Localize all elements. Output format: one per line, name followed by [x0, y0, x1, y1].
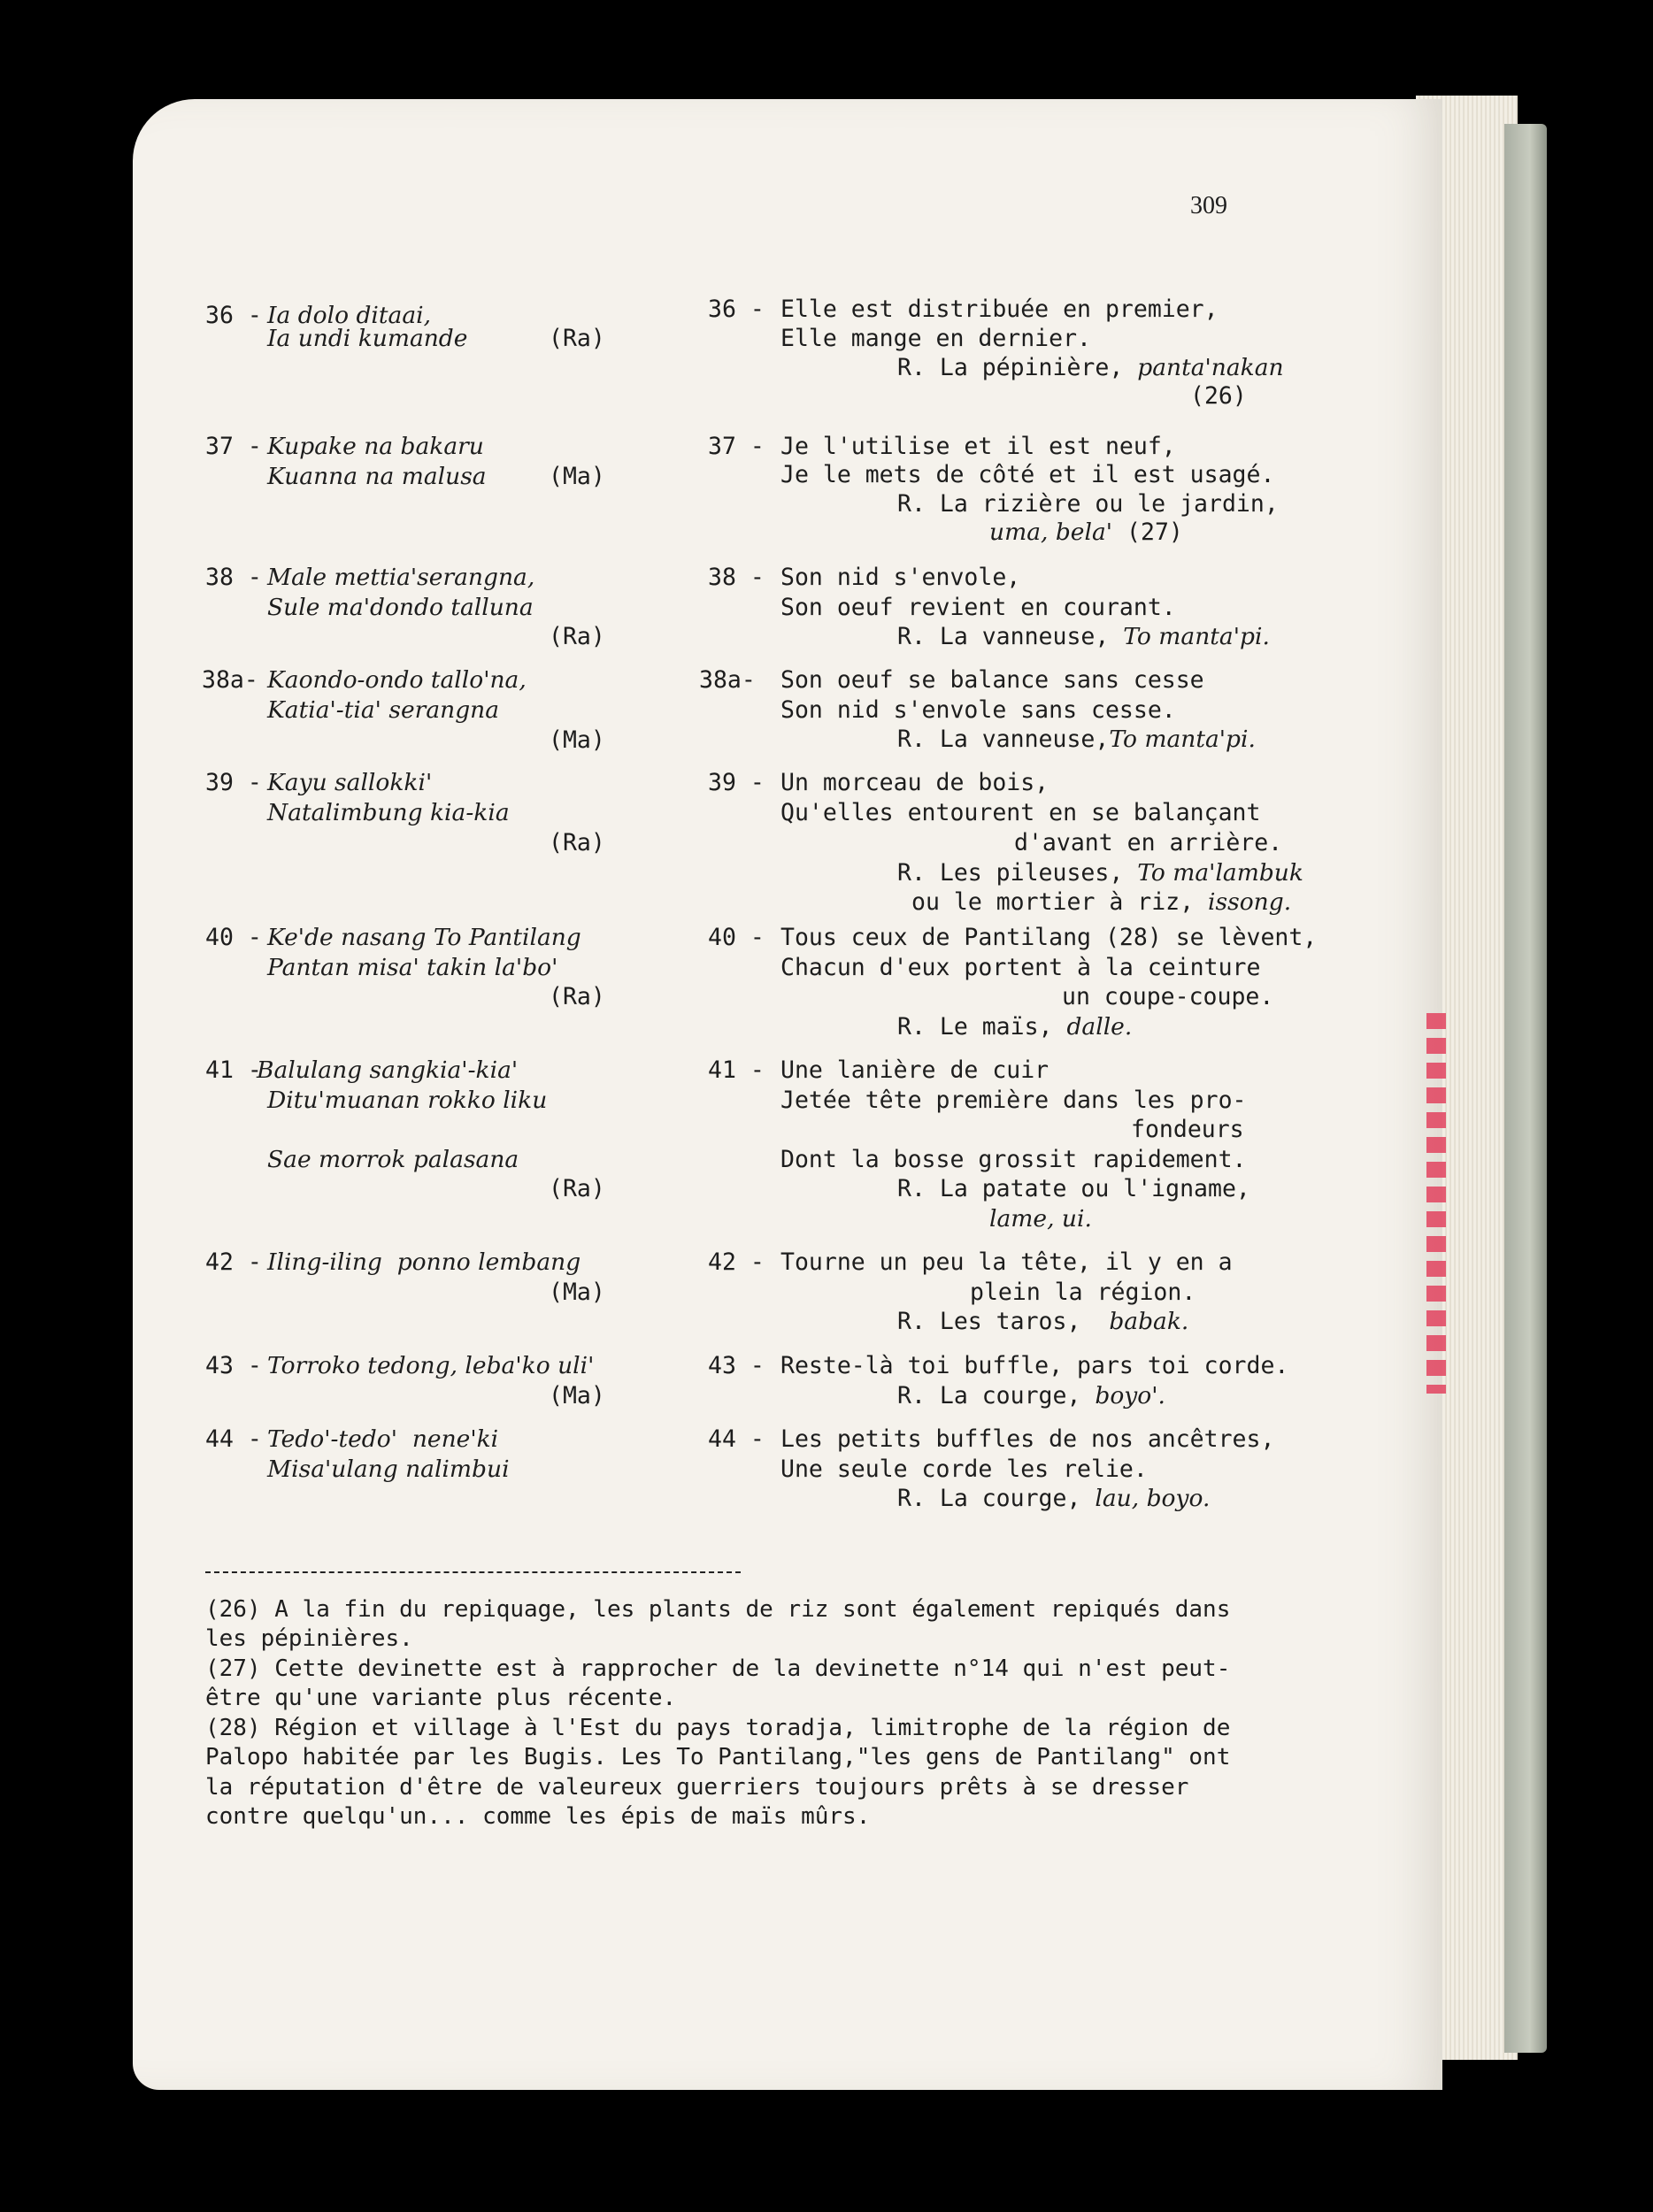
riddle-number: 36 -	[205, 302, 262, 329]
footnote-ref: (26)	[1190, 382, 1247, 410]
answer-term: To manta'pi.	[1123, 623, 1270, 650]
answer-term: To manta'pi.	[1109, 726, 1256, 753]
toraja-line: Torroko tedong, leba'ko uli'	[267, 1352, 595, 1379]
riddle-number-fr: 41 -	[708, 1056, 765, 1084]
source-tag: (Ma)	[549, 1382, 605, 1409]
riddle-number-fr: 36 -	[708, 296, 765, 323]
footnote-line: Palopo habitée par les Bugis. Les To Pantilang,"les gens de Pantilang" ont	[205, 1744, 1231, 1770]
toraja-line: Misa'ulang nalimbui	[267, 1455, 510, 1483]
red-stamp-mark	[1426, 1013, 1446, 1394]
answer-line	[989, 518, 1183, 548]
french-line: Son nid s'envole,	[780, 564, 1021, 591]
riddle-number-fr: 38a-	[699, 666, 756, 694]
footnote-line: la réputation d'être de valeureux guerriers toujours prêts à se dresser	[205, 1774, 1189, 1801]
footnote-line: (26) A la fin du repiquage, les plants de riz sont également repiqués dans	[205, 1596, 1231, 1623]
toraja-line: Ke'de nasang To Pantilang	[267, 924, 581, 951]
french-line: Qu'elles entourent en se balançant	[780, 799, 1261, 826]
toraja-line: Balulang sangkia'-kia'	[257, 1056, 519, 1084]
french-line: Jetée tête première dans les pro-	[780, 1087, 1247, 1114]
riddle-number-fr: 40 -	[708, 924, 765, 951]
answer-line: R. La patate ou l'igname,	[897, 1175, 1250, 1202]
french-line: Elle mange en dernier.	[780, 325, 1091, 352]
toraja-line: Pantan misa' takin la'bo'	[267, 954, 558, 981]
answer-term: uma, bela'	[989, 518, 1113, 546]
riddle-number-fr: 37 -	[708, 433, 765, 460]
french-line: Une lanière de cuir	[780, 1056, 1049, 1084]
french-line: plein la région.	[970, 1279, 1196, 1306]
footnote-line: (27) Cette devinette est à rapprocher de la devinette n°14 qui n'est peut-	[205, 1655, 1231, 1682]
french-line: Une seule corde les relie.	[780, 1455, 1148, 1483]
answer-term: babak.	[1109, 1308, 1189, 1335]
source-tag: (Ma)	[549, 463, 605, 490]
answer-term: issong.	[1208, 888, 1292, 916]
french-line: Son oeuf se balance sans cesse	[780, 666, 1204, 694]
answer-prefix: R. Les pileuses,	[897, 859, 1138, 887]
source-tag: (Ra)	[549, 1175, 605, 1202]
toraja-line: Sule ma'dondo talluna	[267, 594, 534, 621]
answer-term: panta'nakan	[1137, 354, 1284, 381]
toraja-line: Iling-iling ponno lembang	[267, 1248, 581, 1276]
answer-prefix: ou le mortier à riz,	[911, 888, 1209, 916]
toraja-line: Sae morrok palasana	[267, 1146, 519, 1173]
riddle-number: 38a-	[202, 666, 258, 694]
toraja-line: Kupake na bakaru	[267, 433, 484, 460]
french-line: Un morceau de bois,	[780, 769, 1049, 796]
source-tag: (Ra)	[549, 623, 605, 650]
footnote-line: (28) Région et village à l'Est du pays toradja, limitrophe de la région de	[205, 1715, 1231, 1741]
answer-line	[897, 1012, 1132, 1042]
french-line: Je le mets de côté et il est usagé.	[780, 461, 1275, 488]
book-cover	[1504, 124, 1547, 2053]
toraja-line: Ia undi kumande	[267, 325, 468, 352]
answer-line	[897, 1484, 1210, 1514]
answer-prefix: R. Le maïs,	[897, 1013, 1067, 1041]
toraja-line: Tedo'-tedo' nene'ki	[267, 1425, 499, 1453]
french-line: Chacun d'eux portent à la ceinture	[780, 954, 1261, 981]
source-tag: (Ma)	[549, 726, 605, 754]
source-tag: (Ra)	[549, 325, 605, 352]
answer-term: boyo'.	[1095, 1382, 1165, 1409]
french-line: Les petits buffles de nos ancêtres,	[780, 1425, 1275, 1453]
answer-line: R. La rizière ou le jardin,	[897, 490, 1279, 518]
riddle-number: 40 -	[205, 924, 262, 951]
riddle-number: 38 -	[205, 564, 262, 591]
answer-prefix: R. La vanneuse,	[897, 623, 1124, 650]
french-line: d'avant en arrière.	[1014, 829, 1283, 856]
french-line: Tourne un peu la tête, il y en a	[780, 1248, 1233, 1276]
answer-line	[897, 858, 1303, 888]
footnote-separator	[205, 1571, 741, 1573]
answer-line	[911, 887, 1291, 918]
answer-line	[897, 1307, 1188, 1337]
riddle-number: 37 -	[205, 433, 262, 460]
toraja-line: Katia'-tia' serangna	[267, 696, 500, 724]
toraja-line: Ditu'muanan rokko liku	[267, 1087, 548, 1114]
footnote-ref: (27)	[1126, 518, 1183, 546]
source-tag: (Ra)	[549, 983, 605, 1010]
answer-line	[897, 353, 1284, 383]
source-tag: (Ra)	[549, 829, 605, 856]
riddle-number: 39 -	[205, 769, 262, 796]
toraja-line: Ia dolo ditaai,	[267, 302, 432, 329]
riddle-number-fr: 43 -	[708, 1352, 765, 1379]
french-line: Reste-là toi buffle, pars toi corde.	[780, 1352, 1289, 1379]
riddle-number-fr: 44 -	[708, 1425, 765, 1453]
answer-prefix: R. La courge,	[897, 1485, 1096, 1512]
french-line: Je l'utilise et il est neuf,	[780, 433, 1176, 460]
answer-term: dalle.	[1066, 1013, 1133, 1041]
answer-line	[897, 622, 1270, 652]
answer-prefix: R. La pépinière,	[897, 354, 1138, 381]
footnote-line: les pépinières.	[205, 1625, 413, 1652]
answer-line	[897, 1381, 1165, 1411]
answer-prefix: R. Les taros,	[897, 1308, 1110, 1335]
toraja-line: Male mettia'serangna,	[267, 564, 535, 591]
answer-term: lau, boyo.	[1095, 1485, 1211, 1512]
riddle-number: 42 -	[205, 1248, 262, 1276]
page-number: 309	[1190, 192, 1227, 219]
french-line: Son nid s'envole sans cesse.	[780, 696, 1176, 724]
toraja-line: Natalimbung kia-kia	[267, 799, 510, 826]
french-line: Son oeuf revient en courant.	[780, 594, 1176, 621]
answer-prefix: R. La courge,	[897, 1382, 1096, 1409]
toraja-line: Kuanna na malusa	[267, 463, 487, 490]
answer-term: lame, ui.	[989, 1205, 1092, 1233]
toraja-line: Kayu sallokki'	[267, 769, 433, 796]
french-line: un coupe-coupe.	[1062, 983, 1274, 1010]
footnote-line: être qu'une variante plus récente.	[205, 1685, 677, 1711]
footnote-line: contre quelqu'un... comme les épis de maïs mûrs.	[205, 1803, 871, 1830]
riddle-number: 41 -	[205, 1056, 262, 1084]
french-line: Elle est distribuée en premier,	[780, 296, 1219, 323]
riddle-number: 43 -	[205, 1352, 262, 1379]
toraja-line: Kaondo-ondo tallo'na,	[267, 666, 527, 694]
riddle-number-fr: 38 -	[708, 564, 765, 591]
answer-prefix: R. La vanneuse,	[897, 726, 1110, 753]
riddle-number-fr: 42 -	[708, 1248, 765, 1276]
riddle-number: 44 -	[205, 1425, 262, 1453]
answer-term: To ma'lambuk	[1137, 859, 1303, 887]
french-line: Tous ceux de Pantilang (28) se lèvent,	[780, 924, 1318, 951]
french-line: fondeurs	[1131, 1116, 1244, 1143]
french-line: Dont la bosse grossit rapidement.	[780, 1146, 1247, 1173]
source-tag: (Ma)	[549, 1279, 605, 1306]
riddle-number-fr: 39 -	[708, 769, 765, 796]
answer-line	[897, 725, 1256, 755]
